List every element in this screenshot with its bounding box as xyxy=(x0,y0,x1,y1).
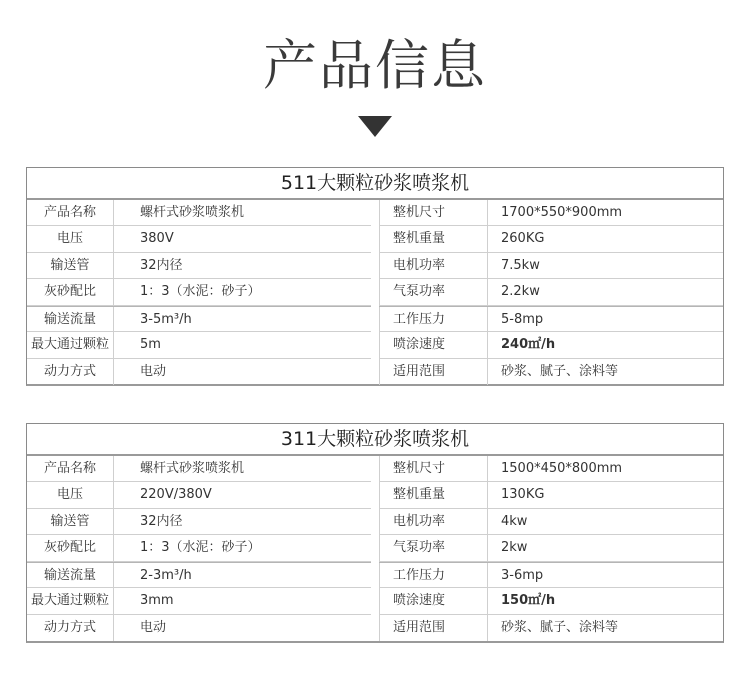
spec-value: 3mm xyxy=(140,593,174,609)
spec-value: 电动 xyxy=(140,619,167,635)
spec-value: 3-6mp xyxy=(501,567,544,583)
spec-row xyxy=(27,588,371,614)
spec-right-column xyxy=(379,200,723,385)
spec-row xyxy=(379,535,723,561)
spec-value: 2-3m³/h xyxy=(140,567,192,583)
spec-value: 240㎡/h xyxy=(501,337,556,353)
spec-label: 输送流量 xyxy=(27,307,114,331)
spec-label: 电压 xyxy=(27,482,114,507)
spec-row xyxy=(27,482,371,508)
spec-row xyxy=(379,226,723,252)
page-title: 产品信息 xyxy=(263,34,487,97)
spec-value: 1700*550*900mm xyxy=(501,205,623,220)
spec-label: 整机重量 xyxy=(379,226,488,251)
spec-row xyxy=(27,562,371,588)
spec-label: 最大通过颗粒 xyxy=(27,588,114,613)
spec-label: 气泵功率 xyxy=(379,535,488,560)
spec-row xyxy=(27,359,371,385)
spec-label: 整机重量 xyxy=(379,482,488,507)
spec-label: 工作压力 xyxy=(379,563,488,587)
spec-label: 适用范围 xyxy=(379,615,488,641)
spec-row xyxy=(27,615,371,641)
spec-value: 2kw xyxy=(501,540,528,556)
spec-row xyxy=(27,509,371,535)
spec-label: 电压 xyxy=(27,226,114,251)
spec-label: 气泵功率 xyxy=(379,279,488,304)
spec-label: 电机功率 xyxy=(379,253,488,278)
spec-left-column xyxy=(27,200,371,385)
spec-row xyxy=(379,359,723,385)
table-title: 511大颗粒砂浆喷浆机 xyxy=(27,168,723,200)
spec-label: 产品名称 xyxy=(27,200,114,225)
spec-label: 动力方式 xyxy=(27,615,114,641)
spec-label: 工作压力 xyxy=(379,307,488,331)
spec-value: 380V xyxy=(140,231,174,247)
spec-value: 3-5m³/h xyxy=(140,311,192,327)
spec-value: 1：3（水泥：砂子） xyxy=(140,540,261,556)
spec-value: 4kw xyxy=(501,513,528,529)
spec-row xyxy=(379,253,723,279)
spec-label: 适用范围 xyxy=(379,359,488,385)
table-title: 311大颗粒砂浆喷浆机 xyxy=(27,424,723,456)
spec-value: 螺杆式砂浆喷浆机 xyxy=(140,205,245,220)
spec-row xyxy=(379,588,723,614)
spec-value: 130KG xyxy=(501,487,545,503)
spec-row xyxy=(379,562,723,588)
spec-value: 7.5kw xyxy=(501,257,540,273)
spec-label: 电机功率 xyxy=(379,509,488,534)
spec-table-511 xyxy=(26,167,724,386)
spec-row xyxy=(27,200,371,226)
spec-right-column xyxy=(379,456,723,641)
spec-row xyxy=(27,306,371,332)
spec-table-311 xyxy=(26,423,724,643)
spec-value: 260KG xyxy=(501,231,545,247)
spec-row xyxy=(27,226,371,252)
spec-value: 5m xyxy=(140,337,161,353)
spec-row xyxy=(379,332,723,358)
spec-row xyxy=(379,306,723,332)
spec-value: 220V/380V xyxy=(140,487,212,503)
spec-value: 150㎡/h xyxy=(501,593,556,609)
spec-row xyxy=(379,482,723,508)
spec-row xyxy=(379,200,723,226)
spec-label: 灰砂配比 xyxy=(27,535,114,560)
spec-label: 喷涂速度 xyxy=(379,332,488,357)
spec-value: 砂浆、腻子、涂料等 xyxy=(501,619,619,635)
spec-row xyxy=(379,509,723,535)
spec-row xyxy=(379,615,723,641)
spec-row xyxy=(27,253,371,279)
spec-label: 整机尺寸 xyxy=(379,200,488,225)
spec-row xyxy=(27,332,371,358)
spec-value: 5-8mp xyxy=(501,311,544,327)
spec-row xyxy=(27,535,371,561)
spec-label: 整机尺寸 xyxy=(379,456,488,481)
spec-value: 32内径 xyxy=(140,257,183,273)
spec-label: 输送管 xyxy=(27,509,114,534)
spec-row xyxy=(379,456,723,482)
spec-left-column xyxy=(27,456,371,641)
spec-value: 螺杆式砂浆喷浆机 xyxy=(140,461,245,476)
spec-label: 喷涂速度 xyxy=(379,588,488,613)
spec-value: 砂浆、腻子、涂料等 xyxy=(501,363,619,379)
spec-value: 32内径 xyxy=(140,513,183,529)
spec-row xyxy=(379,279,723,305)
spec-label: 输送管 xyxy=(27,253,114,278)
spec-value: 1：3（水泥：砂子） xyxy=(140,284,261,300)
spec-value: 1500*450*800mm xyxy=(501,461,623,476)
spec-value: 2.2kw xyxy=(501,284,540,300)
spec-label: 最大通过颗粒 xyxy=(27,332,114,357)
spec-row xyxy=(27,456,371,482)
spec-label: 灰砂配比 xyxy=(27,279,114,304)
spec-label: 产品名称 xyxy=(27,456,114,481)
spec-label: 输送流量 xyxy=(27,563,114,587)
chevron-down-icon xyxy=(358,116,392,137)
spec-row xyxy=(27,279,371,305)
spec-value: 电动 xyxy=(140,363,167,379)
spec-label: 动力方式 xyxy=(27,359,114,385)
